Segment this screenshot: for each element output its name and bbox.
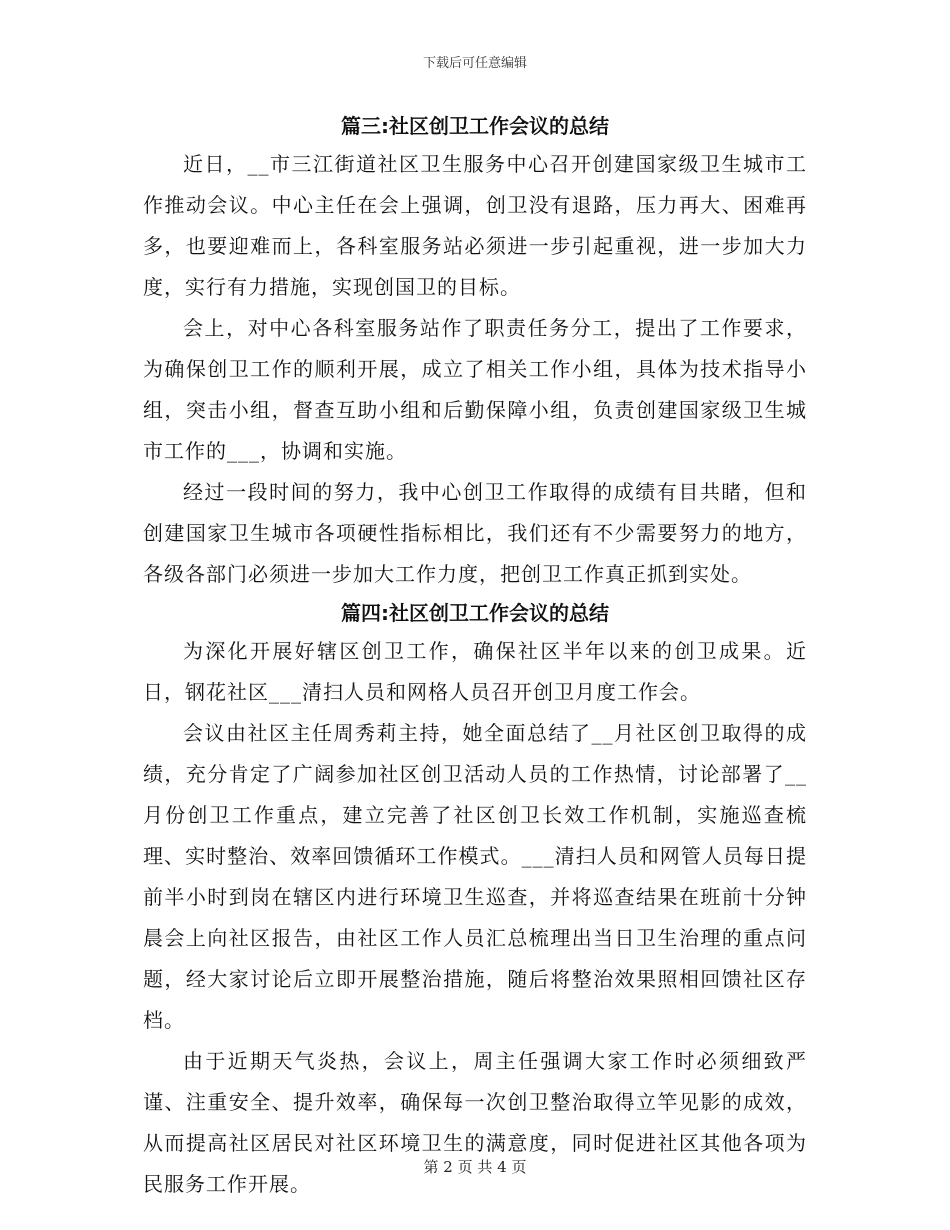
paragraph: 会上，对中心各科室服务站作了职责任务分工，提出了工作要求，为确保创卫工作的顺利开展，成立了相关工作小组，具体为技术指导小组，突击小组，督查互助小组和后勤保障小组，负责创建国家级卫生城市工作的___，协调和实施。: [143, 316, 807, 463]
paragraph: 由于近期天气炎热，会议上，周主任强调大家工作时必须细致严谨、注重安全、提升效率，确保每一次创卫整治取得立竿见影的成效，从而提高社区居民对社区环境卫生的满意度，同时促进社区其他各项为民服务工作开展。: [143, 1049, 807, 1196]
section-4: [143, 595, 807, 1205]
document-body: [143, 108, 807, 1205]
paragraph: 经过一段时间的努力，我中心创卫工作取得的成绩有目共睹，但和创建国家卫生城市各项硬性指标相比，我们还有不少需要努力的地方，各级各部门必须进一步加大工作力度，把创卫工作真正抓到实处。: [143, 480, 807, 586]
section-3: [143, 108, 807, 595]
paragraph: 会议由社区主任周秀莉主持，她全面总结了__月社区创卫取得的成绩，充分肯定了广阔参加社区创卫活动人员的工作热情，讨论部署了__月份创卫工作重点，建立完善了社区创卫长效工作机制，实施巡查梳理、实时整治、效率回馈循环工作模式。___清扫人员和网管人员每日提前半小时到岗在辖区内进行环境卫生巡查，并将巡查结果在班前十分钟晨会上向社区报告，由社区工作人员汇总梳理出当日卫生治理的重点问题，经大家讨论后立即开展整治措施，随后将整治效果照相回馈社区存档。: [143, 721, 807, 1032]
paragraph: 近日，__市三江街道社区卫生服务中心召开创建国家级卫生城市工作推动会议。中心主任在会上强调，创卫没有退路，压力再大、困难再多，也要迎难而上，各科室服务站必须进一步引起重视，进一步加大力度，实行有力措施，实现创国卫的目标。: [143, 152, 807, 299]
page-number: 第 2 页 共 4 页: [423, 1158, 527, 1176]
paragraph: 为深化开展好辖区创卫工作，确保社区半年以来的创卫成果。近日，钢花社区___清扫人员和网格人员召开创卫月度工作会。: [143, 639, 807, 704]
section-title: 篇四:社区创卫工作会议的总结: [341, 601, 609, 625]
page-header: 下载后可任意编辑: [422, 56, 527, 71]
section-title: 篇三:社区创卫工作会议的总结: [341, 114, 609, 138]
